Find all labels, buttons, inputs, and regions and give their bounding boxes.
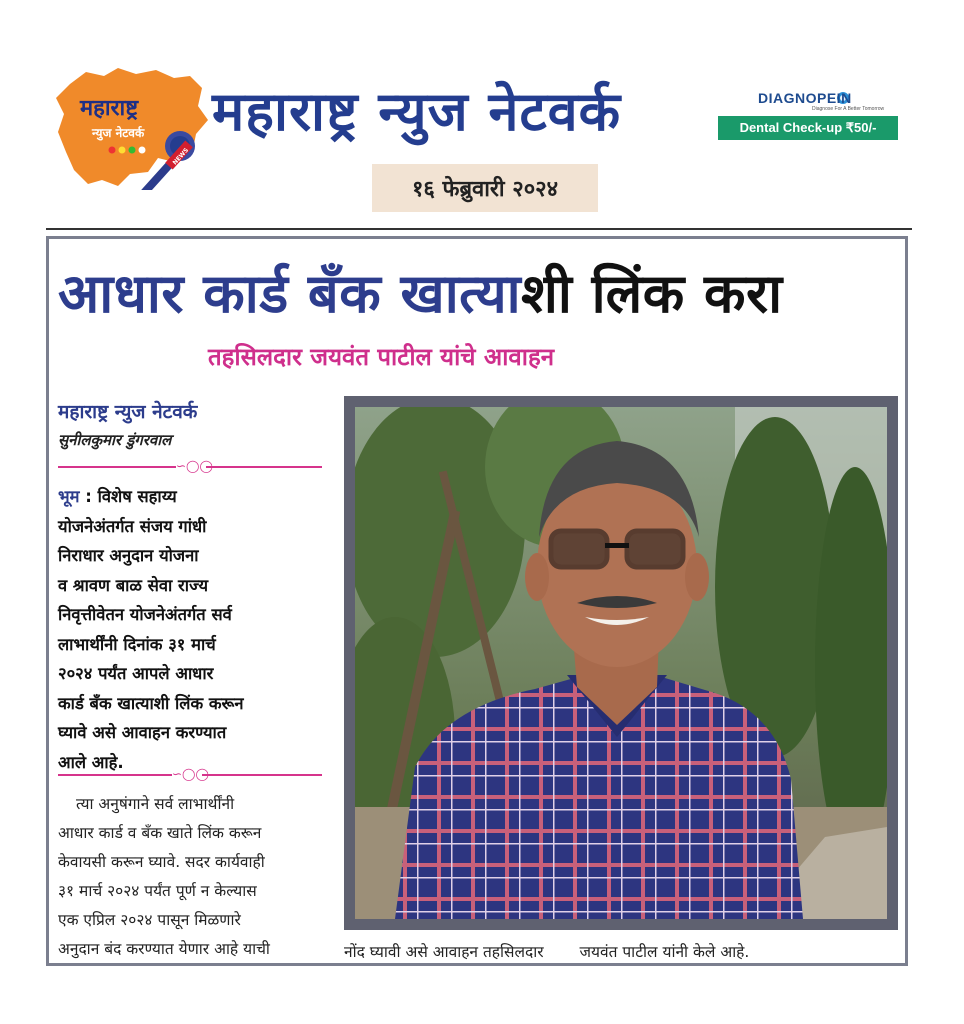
logo-subtitle: न्युज नेटवर्क: [92, 126, 145, 140]
ad-offer: Dental Check-up ₹50/-: [718, 116, 898, 140]
photo-frame: [344, 396, 898, 930]
lead-line: घ्यावे असे आवाहन करण्यात: [58, 723, 227, 742]
photo-caption-continuation: [344, 940, 904, 962]
lead-line: लाभार्थींनी दिनांक ३१ मार्च: [58, 634, 216, 654]
headline-part-2: शी लिंक करा: [521, 262, 783, 325]
body-paragraph: [58, 790, 326, 964]
logo-title: महाराष्ट्र: [80, 96, 139, 121]
byline-author: सुनीलकुमार डुंगरवाल: [58, 431, 172, 449]
headline-part-1: आधार कार्ड बँक खात्या: [58, 262, 522, 325]
lead-line: आले आहे.: [58, 752, 124, 772]
lead-line: निवृत्तीवेतन योजनेअंतर्गत सर्व: [58, 605, 232, 624]
ad-tagline: Diagnose For A Better Tomorrow: [812, 106, 885, 112]
lead-line: २०२४ पर्यंत आपले आधार: [58, 664, 214, 683]
body-line: ३१ मार्च २०२४ पर्यंत पूर्ण न केल्यास: [58, 882, 257, 900]
portrait-photo: [355, 407, 887, 919]
caption-part-2: जयवंत पाटील यांनी केले आहे.: [579, 943, 750, 961]
issue-date: १६ फेब्रुवारी २०२४: [372, 164, 598, 212]
masthead-divider: [46, 228, 912, 230]
advertisement[interactable]: [718, 88, 900, 144]
caption-part-1: नोंद घ्यावी असे आवाहन तहसिलदार: [344, 943, 544, 961]
ad-brand: DIAGNOPEIN: [758, 90, 852, 106]
divider-ornament-icon: ∽◯◯: [172, 767, 209, 781]
byline-organization: महाराष्ट्र न्युज नेटवर्क: [58, 401, 198, 423]
divider-ornament-icon: ∽◯◯: [176, 459, 213, 473]
lead-line: निराधार अनुदान योजना: [58, 546, 199, 565]
dateline-place: भूम: [58, 487, 80, 506]
body-line: त्या अनुषंगाने सर्व लाभार्थींनी: [76, 795, 235, 813]
lead-line: भूम : विशेष सहाय्य: [58, 487, 177, 506]
masthead-title: महाराष्ट्र न्युज नेटवर्क: [212, 80, 622, 143]
body-line: अनुदान बंद करण्यात येणार आहे याची: [58, 940, 270, 958]
lead-line: कार्ड बँक खात्याशी लिंक करून: [58, 693, 244, 713]
lead-line: व श्रावण बाळ सेवा राज्य: [58, 575, 209, 595]
body-line: केवायसी करून घ्यावे. सदर कार्यवाही: [58, 853, 265, 871]
headline: [58, 254, 898, 328]
body-line: आधार कार्ड व बँक खाते लिंक करून: [58, 824, 262, 842]
subheadline: तहसिलदार जयवंत पाटील यांचे आवाहन: [208, 343, 555, 371]
lead-line: योजनेअंतर्गत संजय गांधी: [58, 516, 207, 536]
body-line: एक एप्रिल २०२४ पासून मिळणारे: [58, 911, 241, 929]
lead-paragraph: [58, 482, 328, 777]
mic-news-label: NEWS: [171, 146, 191, 167]
